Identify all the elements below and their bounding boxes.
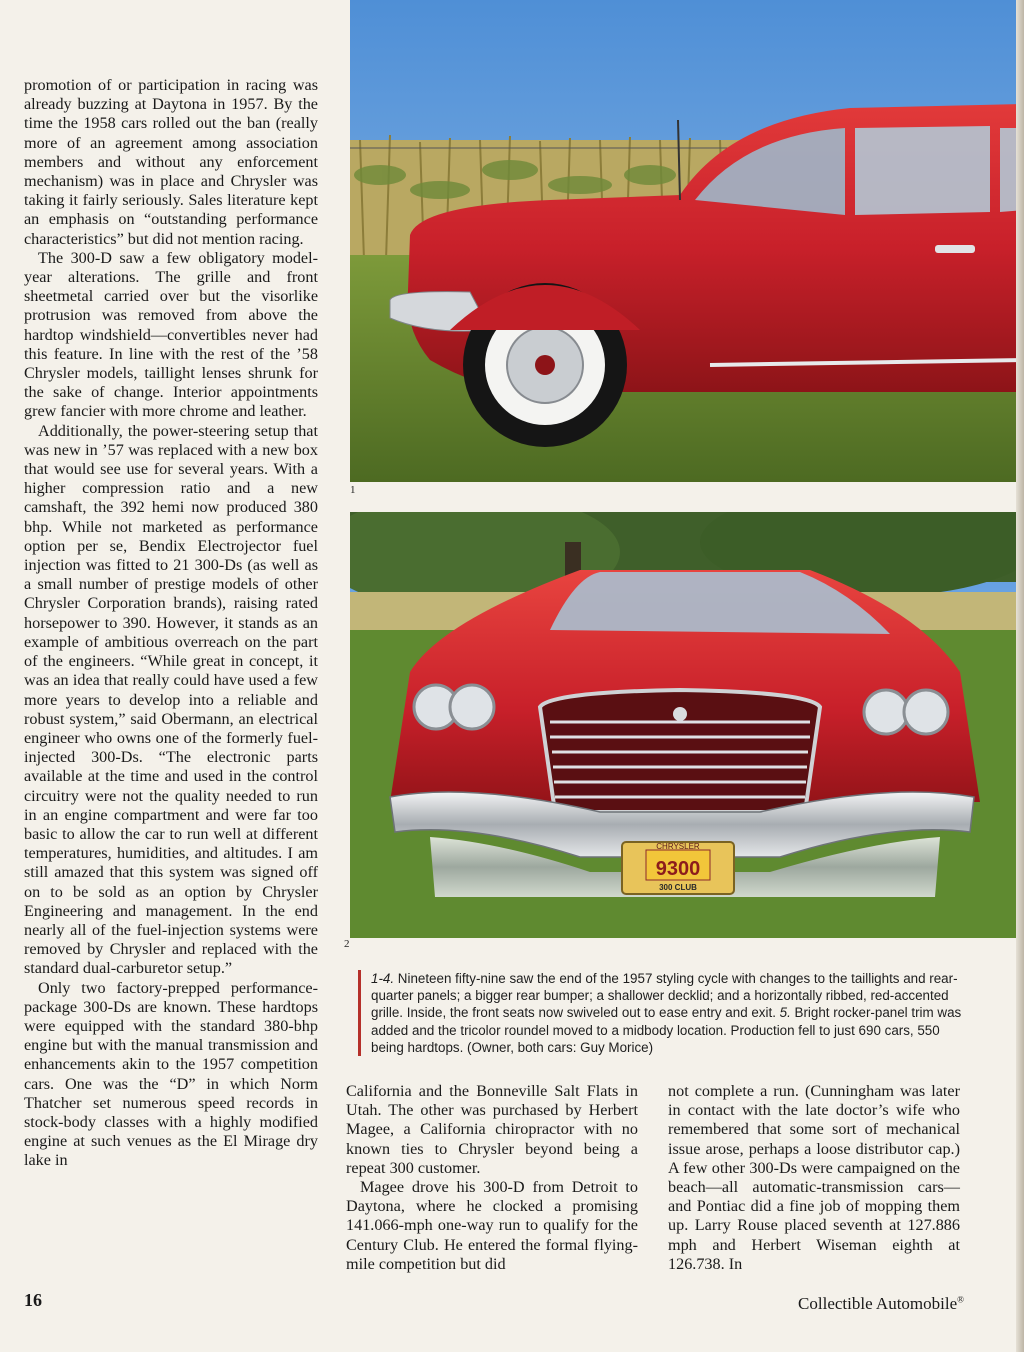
caption-ref: 5.: [779, 1005, 791, 1021]
paragraph: Additionally, the power-steering setup that was new in ’57 was replaced with a new box that would see use for several years. With a higher compression ratio and a new camshaft, the 392 hemi now produced 380 bhp. While not marketed as performance option per se, Bendix Electrojector fuel injection was fitted to 21 300-Ds (as well as a small number of prestige models of other Chrysler Corporation brands), raising rated horsepower to 390. However, it stands as an example of ambitious overreach on the part of the engineers. “While great in concept, it was an idea that really could have used a few more years to develop into a reliable and robust system,” said Obermann, an electrical engineer who owns one of the formerly fuel-injected 300-Ds. “The electronic parts available at the time and used in the control circuitry were not the quality needed to run in an engine compartment and were far too basic to allow the car to run well at different temperatures, humidities, and altitudes. I am still amazed that this system was signed off on to be sold as an option by Chrysler Engineering and management. In the end nearly all of the fuel-injection systems were removed by Chrysler and replaced with the standard dual-carburetor setup.”: [24, 421, 318, 978]
paragraph: California and the Bonneville Salt Flats in Utah. The other was purchased by Herbert Magee, a California chiropractor with no known ties to Chrysler beyond being a repeat 300 customer.: [346, 1082, 638, 1177]
caption-text: Bright rocker-panel trim was added and the tricolor roundel moved to a midbody location. Production fell to just 690 cars, 550 being hardtops. (Owner, both cars: Guy Morice): [371, 1005, 962, 1055]
photo-car-front-view: [350, 512, 1024, 938]
page-spine-shadow: [1016, 0, 1024, 1352]
photo-caption: [358, 970, 973, 1056]
page-number: 16: [24, 1290, 42, 1310]
car-side-illustration: [350, 0, 1024, 482]
body-column-3: [668, 1082, 960, 1274]
paragraph: Magee drove his 300-D from Detroit to Daytona, where he clocked a promising 141.066-mph one-way run to qualify for the Century Club. He entered the formal flying-mile competition but did: [346, 1178, 638, 1273]
magazine-name: Collectible Automobile: [798, 1294, 958, 1313]
car-front-illustration: [350, 512, 1024, 938]
plate-top-text: CHRYSLER: [656, 842, 700, 851]
paragraph: The 300-D saw a few obligatory model-year alterations. The grille and front sheetmetal carried over but the visorlike protrusion was removed from above the hardtop windshield—convertibles never had this feature. In line with the rest of the ’58 Chrysler models, taillight lenses shrunk for the sake of change. Interior appointments grew fancier with more chrome and leather.: [24, 248, 318, 421]
paragraph: Only two factory-prepped performance-package 300-Ds are known. These hardtops were equipped with the standard 380-bhp engine but with the manual transmission and enhancements akin to the 1957 competition cars. One was the “D” in which Norm Thatcher set numerous speed records in stock-body classes with a highly modified engine at such venues as the El Mirage dry lake in: [24, 978, 318, 1170]
body-column-2: [346, 1082, 638, 1274]
photo-number: 2: [344, 938, 350, 950]
photo-car-side-view: [350, 0, 1024, 482]
magazine-title: [798, 1294, 964, 1314]
paragraph: not complete a run. (Cunningham was later in contact with the late doctor’s wife who remembered that some sort of mechanical issue arose, perhaps a loose distributor cap.) A few other 300-Ds were campaigned on the beach—all automatic-transmission cars—and Pontiac did a fine job of mopping them up. Larry Rouse placed seventh at 127.886 mph and Herbert Wiseman eighth at 126.738. In: [668, 1082, 960, 1273]
registered-mark: ®: [957, 1294, 964, 1305]
photo-number: 1: [350, 484, 356, 496]
paragraph: promotion of or participation in racing was already buzzing at Daytona in 1957. By the time the 1958 cars rolled out the ban (really more of an agreement among association members and without any enforcement mechanism) was in place and Chrysler was taking it fairly seriously. Sales literature kept an emphasis on “outstanding performance characteristics” but did not mention racing.: [24, 76, 318, 248]
plate-number-text: 9300: [655, 858, 701, 880]
caption-ref: 1-4.: [371, 971, 395, 986]
caption-text: Nineteen fifty-nine saw the end of the 1957 styling cycle with changes to the taillights and rear-quarter panels; a bigger rear bumper; a shallower decklid; and a horizontally ribbed, red-accented grille. Inside, the front seats now swiveled out to ease entry and exit.: [371, 971, 958, 1021]
plate-bottom-text: 300 CLUB: [659, 883, 697, 892]
body-column-1: [24, 76, 318, 1171]
